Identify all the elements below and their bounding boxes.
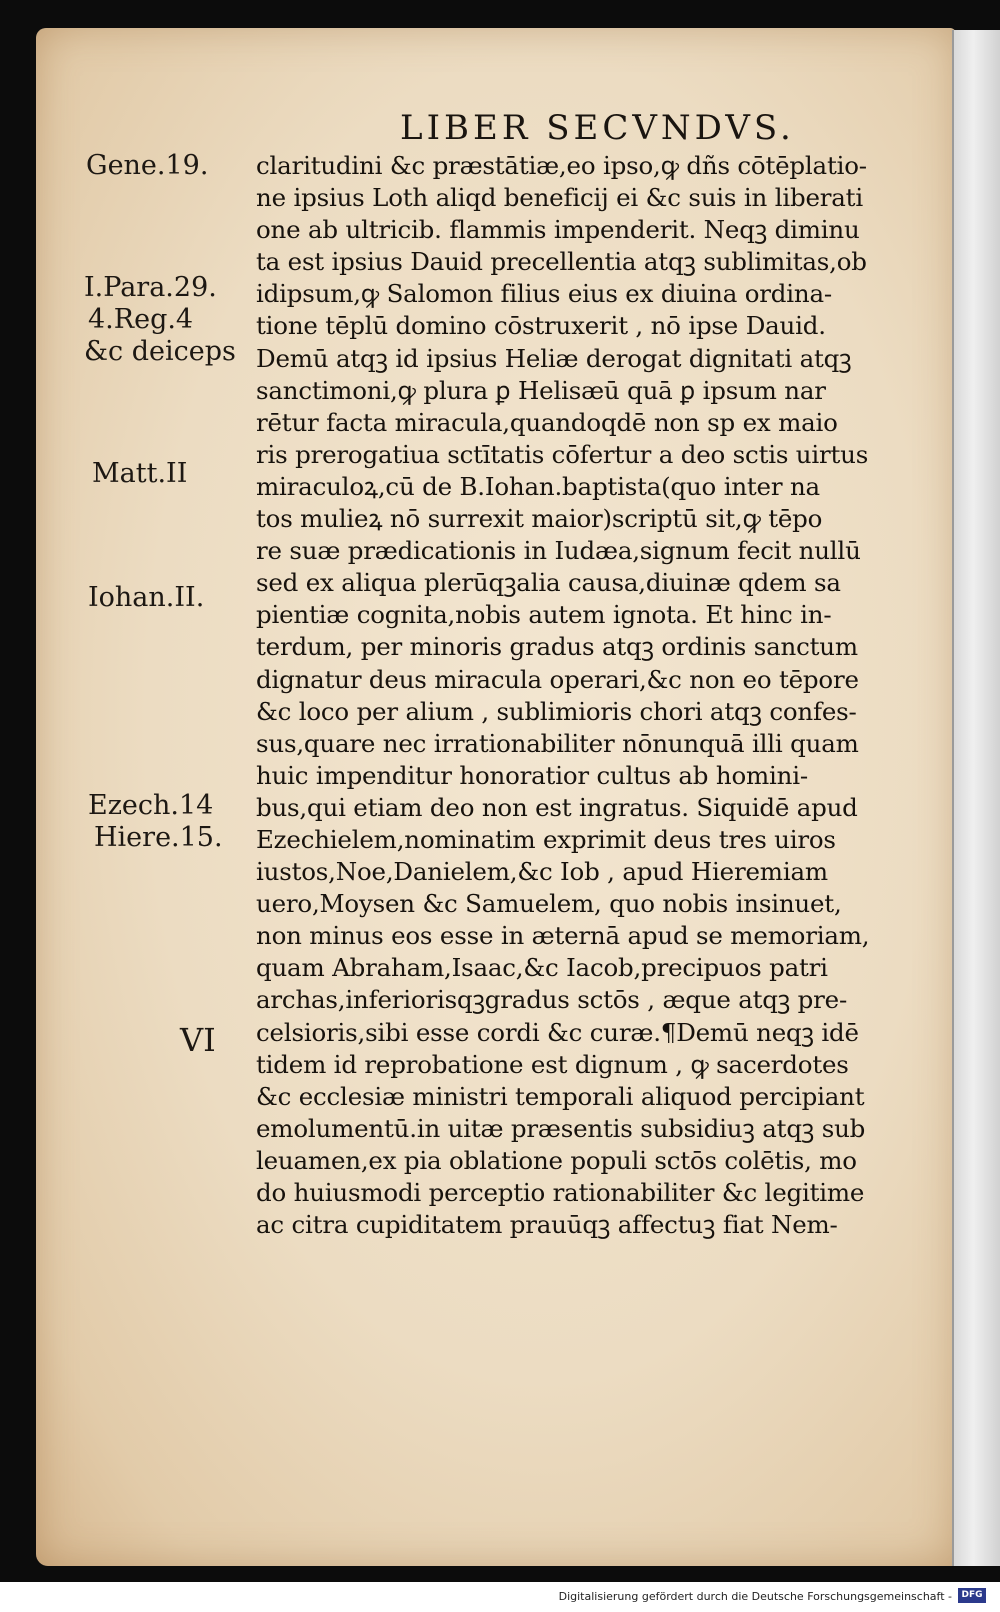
text-line: rētur facta miracula,quandoqdē non sp ex maio (256, 407, 838, 437)
text-line: tos mulieꝝ nō surrexit maior)scriptū sit,ꝙ tēpo (256, 504, 823, 534)
text-line: &c loco per alium , sublimioris chori atqꝫ confes- (256, 696, 857, 726)
text-line: ac citra cupiditatem prauūqꝫ affectuꝫ fiat Nem- (256, 1210, 838, 1240)
text-line: huic impenditur honoratior cultus ab homini- (256, 760, 808, 790)
funding-credit: Digitalisierung gefördert durch die Deutsche Forschungsgemeinschaft - (558, 1590, 952, 1603)
text-line: ris prerogatiua sctītatis cōfertur a deo sctis uirtus (256, 439, 869, 469)
text-line: terdum, per minoris gradus atqꝫ ordinis sanctum (256, 632, 858, 662)
text-line: sus,quare nec irrationabiliter nōnunquā illi quam (256, 728, 859, 758)
margin-note: Ezech.14 (88, 790, 214, 821)
text-line: sanctimoni,ꝙ plura ꝑ Helisæū quā ꝑ ipsum nar (256, 375, 826, 405)
text-line: iustos,Noe,Danielem,&c Iob , apud Hieremiam (256, 857, 828, 887)
text-line: Ezechielem,nominatim exprimit deus tres uiros (256, 824, 836, 854)
margin-note: Matt.II (92, 458, 188, 489)
margin-note: Hiere.15. (94, 822, 223, 853)
margin-note: &c deiceps (84, 336, 236, 367)
text-line: non minus eos esse in æternā apud se memoriam, (256, 921, 870, 951)
margin-notes (0, 0, 250, 1300)
body-text (256, 150, 916, 1241)
text-line: claritudini &c præstātiæ,eo ipso,ꝙ dñs cōtēplatio- (256, 151, 867, 180)
margin-note: Iohan.II. (88, 582, 205, 613)
text-line: archas,inferiorisqꝫgradus sctōs , æque atqꝫ pre- (256, 985, 848, 1015)
text-line: Demū atqꝫ id ipsius Heliæ derogat dignitati atqꝫ (256, 343, 852, 373)
text-line: tione tēplū domino cōstruxerit , nō ipse Dauid. (256, 311, 826, 341)
text-line: re suæ prædicationis in Iudæa,signum fecit nullū (256, 536, 861, 566)
dfg-logo: DFG (958, 1588, 986, 1603)
page-edge (952, 30, 1000, 1566)
text-line: &c ecclesiæ ministri temporali aliquod percipiant (256, 1081, 865, 1111)
text-line: miraculoꝝ,cū de B.Iohan.baptista(quo inter na (256, 471, 820, 501)
margin-note: 4.Reg.4 (88, 304, 194, 335)
text-line: celsioris,sibi esse cordi &c curæ.¶Demū neqꝫ idē (256, 1017, 859, 1047)
text-line: quam Abraham,Isaac,&c Iacob,precipuos patri (256, 953, 828, 983)
text-line: dignatur deus miracula operari,&c non eo tēpore (256, 664, 859, 694)
text-line: pientiæ cognita,nobis autem ignota. Et hinc in- (256, 600, 832, 630)
text-line: ta est ipsius Dauid precellentia atqꝫ sublimitas,ob (256, 247, 867, 277)
text-line: sed ex aliqua plerūqꝫalia causa,diuinæ qdem sa (256, 568, 841, 598)
text-line: idipsum,ꝙ Salomon filius eius ex diuina ordina- (256, 279, 832, 309)
text-line: one ab ultricib. flammis impenderit. Neqꝫ diminu (256, 215, 860, 245)
text-line: uero,Moysen &c Samuelem, quo nobis insinuet, (256, 889, 842, 919)
text-line: bus,qui etiam deo non est ingratus. Siquidē apud (256, 792, 858, 822)
text-line: ne ipsius Loth aliqd beneficij ei &c suis in liberati (256, 183, 863, 213)
text-line: leuamen,ex pia oblatione populi sctōs colētis, mo (256, 1145, 857, 1175)
text-line: emolumentū.in uitæ præsentis subsidiuꝫ atqꝫ sub (256, 1113, 866, 1143)
text-line: tidem id reprobatione est dignum , ꝙ sacerdotes (256, 1049, 849, 1079)
digitization-footer (0, 1582, 1000, 1612)
text-line: do huiusmodi perceptio rationabiliter &c legitime (256, 1178, 865, 1207)
margin-note: VI (180, 1021, 216, 1059)
running-head: LIBER SECVNDVS. (400, 108, 795, 148)
margin-note: Gene.19. (86, 150, 209, 181)
margin-note: I.Para.29. (84, 272, 217, 303)
